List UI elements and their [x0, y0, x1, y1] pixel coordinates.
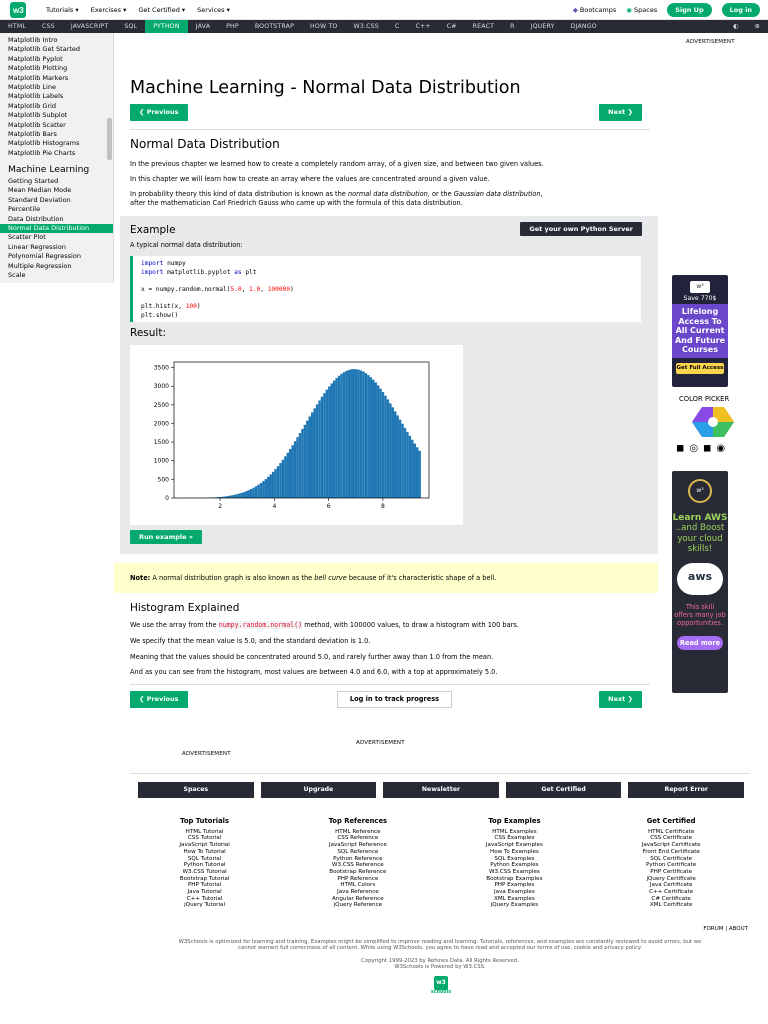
histogram-bar — [414, 444, 416, 498]
paragraph: In the previous chapter we learned how to create a completely random array, of a given size, and between two given values. — [130, 160, 544, 168]
w3-logo-icon — [10, 2, 26, 18]
histogram-bar — [269, 474, 271, 498]
histogram-bar — [245, 491, 247, 498]
nav-r[interactable]: R — [510, 23, 515, 30]
y-tick-label: 2500 — [153, 401, 169, 409]
next-button-bottom[interactable]: Next ❯ — [599, 691, 642, 708]
histogram-bar — [326, 390, 328, 498]
w3schools-logo[interactable] — [8, 0, 28, 20]
histogram-bar — [321, 397, 323, 498]
top-bar — [0, 0, 768, 20]
sidebar-item[interactable]: Linear Regression — [8, 242, 66, 251]
footer-link[interactable]: HTML Examples — [492, 828, 537, 835]
copyright-text: Copyright 1999-2023 by Refsnes Data. All Rights Reserved. W3Schools is Powered by W3.CSS. — [361, 958, 519, 971]
histogram-bar — [304, 425, 306, 498]
nav-bootstrap[interactable]: BOOTSTRAP — [254, 23, 295, 30]
footer-link[interactable]: jQuery Certificate — [646, 875, 696, 882]
sidebar-item[interactable]: Data Distribution — [8, 214, 64, 223]
result-heading: Result: — [130, 327, 166, 339]
histogram-bar — [240, 493, 242, 498]
histogram-bar — [362, 372, 364, 498]
histogram-bar — [370, 377, 372, 498]
footer-link[interactable]: JavaScript Reference — [328, 842, 387, 849]
footer-link[interactable]: PHP Reference — [337, 875, 379, 882]
footer-link[interactable]: C++ Certificate — [649, 889, 694, 896]
footer-link[interactable]: How To Tutorial — [183, 848, 226, 855]
footer-column-title: Top References — [328, 817, 388, 825]
histogram-bar — [399, 420, 401, 498]
histogram-bar — [328, 386, 330, 498]
previous-button[interactable]: ❮ Previous — [130, 104, 188, 121]
footer-spaces-button[interactable]: Spaces — [138, 782, 254, 798]
histogram-bar — [252, 488, 254, 498]
footer-link[interactable]: Bootstrap Examples — [486, 875, 543, 882]
histogram-bar — [394, 411, 396, 498]
divider — [130, 684, 650, 685]
histogram-bar — [418, 451, 420, 498]
bootcamps-label: Bootcamps — [579, 6, 617, 14]
nav-php[interactable]: PHP — [226, 23, 239, 30]
footer-link[interactable]: jQuery Tutorial — [184, 902, 226, 909]
histogram-bar — [248, 490, 250, 498]
sidebar-item[interactable]: Matplotlib Grid — [8, 101, 57, 110]
footer-column — [179, 818, 229, 909]
sidebar — [0, 33, 114, 283]
footer-link[interactable]: PHP Certificate — [650, 868, 693, 875]
menu-get-certified[interactable]: Get Certified ▾ — [138, 5, 186, 14]
histogram-bar — [233, 495, 235, 498]
footer-link[interactable]: HTML Tutorial — [185, 828, 224, 835]
histogram-bar — [416, 447, 418, 498]
histogram-bar — [401, 424, 403, 498]
histogram-bar — [392, 407, 394, 498]
histogram-bar — [243, 492, 245, 498]
footer-link[interactable]: Java Tutorial — [187, 889, 222, 896]
run-example-button[interactable]: Run example » — [130, 530, 202, 544]
histogram-bar — [301, 429, 303, 498]
footer-link[interactable]: Python Certificate — [646, 862, 697, 869]
y-tick-label: 1000 — [153, 457, 169, 465]
histogram-bar — [335, 378, 337, 498]
paragraph: We specify that the mean value is 5.0, and the standard deviation is 1.0. — [130, 637, 371, 645]
get-full-access-button[interactable]: Get Full Access — [676, 363, 724, 374]
forum-about-links[interactable]: FORUM | ABOUT — [703, 926, 748, 932]
nav-howto[interactable]: HOW TO — [310, 23, 338, 30]
footer-link[interactable]: SQL Certificate — [650, 855, 693, 862]
histogram-bar — [279, 463, 281, 498]
histogram-bar — [367, 375, 369, 498]
sidebar-heading-ml: Machine Learning — [8, 164, 90, 176]
menu-exercises[interactable]: Exercises ▾ — [90, 5, 127, 14]
lifelong-access-promo[interactable] — [672, 275, 728, 387]
histogram-bar — [284, 456, 286, 498]
histogram-bar — [299, 433, 301, 498]
sidebar-item[interactable]: Matplotlib Markers — [8, 73, 69, 82]
footer-link[interactable]: SQL Reference — [337, 848, 379, 855]
ad-label-left: ADVERTISEMENT — [182, 751, 231, 757]
nav-javascript[interactable]: JAVASCRIPT — [70, 23, 109, 30]
histogram-bar — [238, 494, 240, 498]
footer-link[interactable]: CSS Certificate — [650, 835, 693, 842]
histogram-bar — [230, 495, 232, 498]
histogram-bar — [311, 412, 313, 498]
footer-link[interactable]: Java Certificate — [649, 882, 693, 889]
histogram-bar — [411, 440, 413, 498]
footer-column-title: Get Certified — [646, 817, 696, 825]
footer-link[interactable]: Python Examples — [490, 862, 539, 869]
paragraph: We use the array from the numpy.random.normal() method, with 100000 values, to draw a histogram with 100 bars. — [130, 621, 519, 629]
read-more-button[interactable]: Read more — [677, 636, 723, 650]
histogram-bar — [343, 372, 345, 498]
divider — [130, 129, 650, 130]
paragraph: In probability theory this kind of data distribution is known as the normal data distribution, or the Gaussian data distribution, after the mathematician Carl Friedrich Gauss who came up with the formula of this data distribution. — [130, 190, 543, 207]
sidebar-item[interactable]: Polynomial Regression — [8, 252, 81, 261]
paragraph: In this chapter we will learn how to create an array where the values are concentrated around a given value. — [130, 175, 490, 183]
menu-services[interactable]: Services ▾ — [197, 5, 230, 14]
histogram-bar — [333, 381, 335, 498]
nav-java[interactable]: JAVA — [195, 23, 211, 30]
skill-text: This skill offers many job opportunities. — [674, 602, 726, 628]
histogram-bar — [274, 469, 276, 498]
footer-column-title: Top Tutorials — [180, 817, 230, 825]
w3-promo-icon: w³ — [690, 281, 710, 293]
footer-link[interactable]: CSS Tutorial — [187, 835, 222, 842]
aws-badge-icon: w³ — [688, 479, 712, 503]
histogram-bar — [360, 370, 362, 498]
histogram-bar — [372, 380, 374, 498]
histogram-bar — [267, 477, 269, 498]
histogram-bar — [289, 449, 291, 498]
bootcamps-link[interactable] — [573, 6, 616, 14]
sidebar-item[interactable]: Scale — [8, 270, 26, 279]
histogram-bar — [313, 408, 315, 498]
footer-link[interactable]: XML Certificate — [649, 902, 693, 909]
histogram-bar — [287, 453, 289, 498]
login-button[interactable]: Log in — [722, 3, 760, 17]
w3-footer-logo-icon: w3 — [434, 976, 448, 990]
facebook-icon[interactable]: ◼ — [676, 443, 685, 454]
histogram-bar — [353, 369, 355, 498]
sidebar-scrollbar[interactable] — [107, 118, 112, 160]
instagram-icon[interactable]: ◎ — [689, 443, 699, 454]
theme-toggle-icon[interactable]: ◐ — [733, 23, 739, 30]
histogram-bar — [265, 479, 267, 498]
footer-link[interactable]: JavaScript Certificate — [641, 842, 701, 849]
footer-link[interactable]: PHP Tutorial — [187, 882, 222, 889]
globe-icon[interactable]: ⊕ — [754, 23, 760, 30]
aws-promo[interactable] — [672, 471, 728, 693]
color-picker-icon[interactable] — [692, 407, 734, 437]
sidebar-item[interactable]: Matplotlib Plotting — [8, 64, 68, 73]
nav-sql[interactable]: SQL — [124, 23, 138, 30]
footer-link[interactable]: Bootstrap Tutorial — [179, 875, 230, 882]
spaces-icon: ◉ — [626, 6, 632, 14]
footer-column — [486, 818, 543, 909]
histogram-bar — [235, 494, 237, 498]
sidebar-item[interactable]: Matplotlib Bars — [8, 129, 57, 138]
footer-certified-button[interactable]: Get Certified — [506, 782, 622, 798]
sidebar-item[interactable]: Matplotlib Pie Charts — [8, 148, 76, 157]
footer-column-title: Top Examples — [488, 817, 541, 825]
aws-logo-icon: aws — [677, 563, 723, 595]
histogram-bar — [272, 472, 274, 498]
histogram-bar — [387, 399, 389, 498]
footer-link[interactable]: HTML Reference — [335, 828, 381, 835]
get-server-button[interactable]: Get your own Python Server — [520, 222, 642, 236]
code-block: import numpy import matplotlib.pyplot as plt x = numpy.random.normal(5.0, 1.0, 100000) plt.hist(x, 100) plt.show() — [130, 256, 641, 322]
linkedin-icon[interactable]: ◼ — [703, 443, 712, 454]
learn-aws: Learn AWS — [672, 513, 728, 523]
sidebar-item[interactable]: Matplotlib Scatter — [8, 120, 66, 129]
footer-column — [329, 818, 388, 909]
footer-link[interactable]: SQL Examples — [494, 855, 535, 862]
footer-link[interactable]: W3.CSS Examples — [488, 868, 540, 875]
lifelong-text: Lifelong Access To All Current And Future Courses — [672, 304, 728, 358]
footer-column — [642, 818, 701, 909]
histogram-bar — [255, 486, 257, 498]
footer-link[interactable]: HTML Certificate — [647, 828, 695, 835]
footer-link[interactable]: JavaScript Tutorial — [179, 842, 230, 849]
footer-logo[interactable] — [428, 976, 454, 995]
footer-link[interactable]: JavaScript Examples — [485, 842, 543, 849]
nav-cpp[interactable]: C++ — [415, 23, 431, 30]
footer-link[interactable]: W3.CSS Reference — [331, 862, 384, 869]
nav-c[interactable]: C — [394, 23, 400, 30]
sidebar-group-ml — [0, 177, 113, 280]
top-right — [573, 3, 760, 17]
footer-link[interactable]: Python Reference — [333, 855, 383, 862]
footer-link[interactable]: C# Certificate — [651, 895, 691, 902]
footer-link[interactable]: Java Reference — [336, 889, 379, 896]
histogram-bar — [409, 436, 411, 498]
sidebar-item[interactable]: Percentile — [8, 205, 41, 214]
sidebar-item[interactable]: Matplotlib Histograms — [8, 139, 80, 148]
histogram-svg — [130, 345, 463, 525]
histogram-bar — [323, 393, 325, 498]
nav-csharp[interactable]: C# — [446, 23, 457, 30]
histogram-bar — [382, 392, 384, 498]
histogram-bar — [306, 421, 308, 498]
histogram-bar — [340, 374, 342, 498]
histogram-bar — [406, 432, 408, 498]
x-tick-label: 4 — [272, 503, 277, 510]
nav-html[interactable]: HTML — [8, 23, 27, 30]
sidebar-item[interactable]: Matplotlib Line — [8, 82, 56, 91]
color-picker-label: COLOR PICKER — [679, 395, 730, 403]
discord-icon[interactable]: ◉ — [716, 443, 726, 454]
ad-label: ADVERTISEMENT — [686, 39, 735, 45]
histogram-bar — [404, 428, 406, 498]
note-box: Note: A normal distribution graph is also known as the bell curve because of it's characteristic shape of a bell. — [114, 563, 658, 593]
histogram-bar — [309, 416, 311, 498]
paragraph: And as you can see from the histogram, most values are between 4.0 and 6.0, with a top at approximately 5.0. — [130, 668, 498, 676]
histogram-bar — [296, 437, 298, 498]
footer-link[interactable]: jQuery Reference — [333, 902, 383, 909]
x-tick-label: 2 — [218, 503, 223, 510]
sidebar-group-matplotlib — [0, 36, 113, 158]
x-tick-label: 6 — [326, 503, 331, 510]
footer-link[interactable]: C++ Tutorial — [186, 895, 223, 902]
y-tick-label: 3500 — [153, 364, 169, 372]
nav-django[interactable]: DJANGO — [570, 23, 597, 30]
spaces-label: Spaces — [634, 6, 658, 14]
histogram-bar — [396, 415, 398, 498]
sidebar-item[interactable]: Matplotlib Labels — [8, 92, 64, 101]
paragraph: Meaning that the values should be concentrated around 5.0, and rarely further away than 1.0 from the mean. — [130, 653, 494, 661]
y-tick-label: 0 — [165, 495, 169, 502]
nav-css[interactable]: CSS — [42, 23, 55, 30]
histogram-bar — [379, 389, 381, 498]
track-progress-button[interactable]: Log in to track progress — [337, 691, 452, 708]
histogram-bar — [291, 445, 293, 498]
example-description: A typical normal data distribution: — [130, 241, 243, 249]
bootcamps-icon: ◆ — [572, 6, 578, 14]
social-icons — [676, 443, 725, 454]
subject-nav — [0, 20, 768, 33]
signup-button[interactable]: Sign Up — [667, 3, 711, 17]
histogram-plot — [130, 345, 463, 525]
sidebar-item[interactable]: Matplotlib Intro — [8, 36, 58, 44]
footer-newsletter-button[interactable]: Newsletter — [383, 782, 499, 798]
footer-link[interactable]: SQL Tutorial — [187, 855, 222, 862]
previous-button-bottom[interactable]: ❮ Previous — [130, 691, 188, 708]
sidebar-item[interactable]: Mean Median Mode — [8, 186, 72, 195]
nav-python[interactable]: PYTHON — [145, 20, 188, 33]
histogram-bar — [257, 485, 259, 498]
histogram-bar — [331, 383, 333, 498]
footer-link[interactable]: Angular Reference — [331, 895, 384, 902]
histogram-bar — [345, 371, 347, 498]
histogram-bar — [338, 376, 340, 498]
boost-text: ..and Boost your cloud skills! — [675, 523, 725, 554]
disclaimer-text: W3Schools is optimized for learning and training. Examples might be simplified to improve reading and learning. Tutorials, references, and examples are constantly reviewed to avoid errors, but we cannot warrant full correctness of all content. While using W3Schools, you agree to have read and accepted our terms of use, cookie and privacy policy. — [178, 939, 702, 952]
histogram-bar — [316, 404, 318, 498]
sidebar-item[interactable]: Scatter Plot — [8, 233, 46, 242]
footer-link[interactable]: Front End Certificate — [642, 848, 700, 855]
y-tick-label: 1500 — [153, 439, 169, 447]
histogram-bar — [357, 370, 359, 498]
nav-w3css[interactable]: W3.CSS — [353, 23, 379, 30]
histogram-bar — [277, 466, 279, 498]
spaces-link[interactable] — [626, 6, 657, 14]
example-heading: Example — [130, 224, 176, 236]
footer-link[interactable]: XML Examples — [494, 895, 535, 902]
footer-report-error-button[interactable]: Report Error — [628, 782, 744, 798]
sidebar-item[interactable]: Getting Started — [8, 177, 59, 186]
menu-tutorials[interactable]: Tutorials ▾ — [46, 5, 79, 14]
sidebar-item-active[interactable]: Normal Data Distribution — [0, 224, 113, 233]
top-menu — [46, 6, 230, 14]
footer-link[interactable]: CSS Examples — [494, 835, 535, 842]
sidebar-item[interactable]: Matplotlib Get Started — [8, 45, 81, 54]
sidebar-item[interactable]: Multiple Regression — [8, 261, 72, 270]
histogram-bar — [348, 370, 350, 498]
footer-link[interactable]: PHP Examples — [494, 882, 535, 889]
footer-link[interactable]: jQuery Examples — [490, 902, 539, 909]
histogram-bar — [365, 373, 367, 498]
y-tick-label: 2000 — [153, 420, 169, 428]
footer-link[interactable]: Bootstrap Reference — [329, 868, 387, 875]
svg-text:w3: w3 — [13, 5, 24, 15]
divider — [130, 773, 750, 774]
next-button[interactable]: Next ❯ — [599, 104, 642, 121]
sidebar-item[interactable]: Matplotlib Subplot — [8, 111, 68, 120]
nav-react[interactable]: REACT — [472, 23, 495, 30]
histogram-bar — [384, 396, 386, 498]
footer-columns — [130, 818, 750, 909]
page-title: Machine Learning - Normal Data Distribution — [130, 78, 521, 98]
histogram-bar — [377, 385, 379, 498]
footer-link[interactable]: HTML Colors — [340, 882, 376, 889]
example-box — [120, 216, 658, 554]
histogram-explained-heading: Histogram Explained — [130, 602, 240, 614]
histogram-bar — [282, 460, 284, 498]
ad-label-center: ADVERTISEMENT — [356, 740, 405, 746]
histogram-bar — [262, 481, 264, 498]
footer-buttons — [138, 782, 744, 798]
save-label: Save 770$ — [683, 295, 717, 302]
histogram-bar — [294, 441, 296, 498]
histogram-bar — [260, 483, 262, 498]
footer-brand-label: schools — [430, 990, 452, 995]
footer-upgrade-button[interactable]: Upgrade — [261, 782, 377, 798]
histogram-bar — [389, 403, 391, 498]
nav-jquery[interactable]: JQUERY — [530, 23, 555, 30]
y-tick-label: 500 — [157, 476, 169, 484]
footer-link[interactable]: Java Examples — [494, 889, 535, 896]
sidebar-item[interactable]: Matplotlib Pyplot — [8, 54, 63, 63]
x-tick-label: 8 — [380, 503, 385, 510]
histogram-bar — [250, 489, 252, 498]
sidebar-item[interactable]: Standard Deviation — [8, 195, 71, 204]
section-heading: Normal Data Distribution — [130, 137, 280, 151]
y-tick-label: 3000 — [153, 383, 169, 391]
histogram-bar — [350, 369, 352, 498]
histogram-bar — [374, 382, 376, 498]
right-sidebar — [658, 33, 768, 733]
footer-link[interactable]: CSS Reference — [337, 835, 379, 842]
footer-link[interactable]: Python Tutorial — [183, 862, 226, 869]
histogram-bar — [318, 400, 320, 498]
histogram-bar — [355, 369, 357, 498]
footer-link[interactable]: W3.CSS Tutorial — [182, 868, 227, 875]
footer-link[interactable]: How To Examples — [489, 848, 539, 855]
